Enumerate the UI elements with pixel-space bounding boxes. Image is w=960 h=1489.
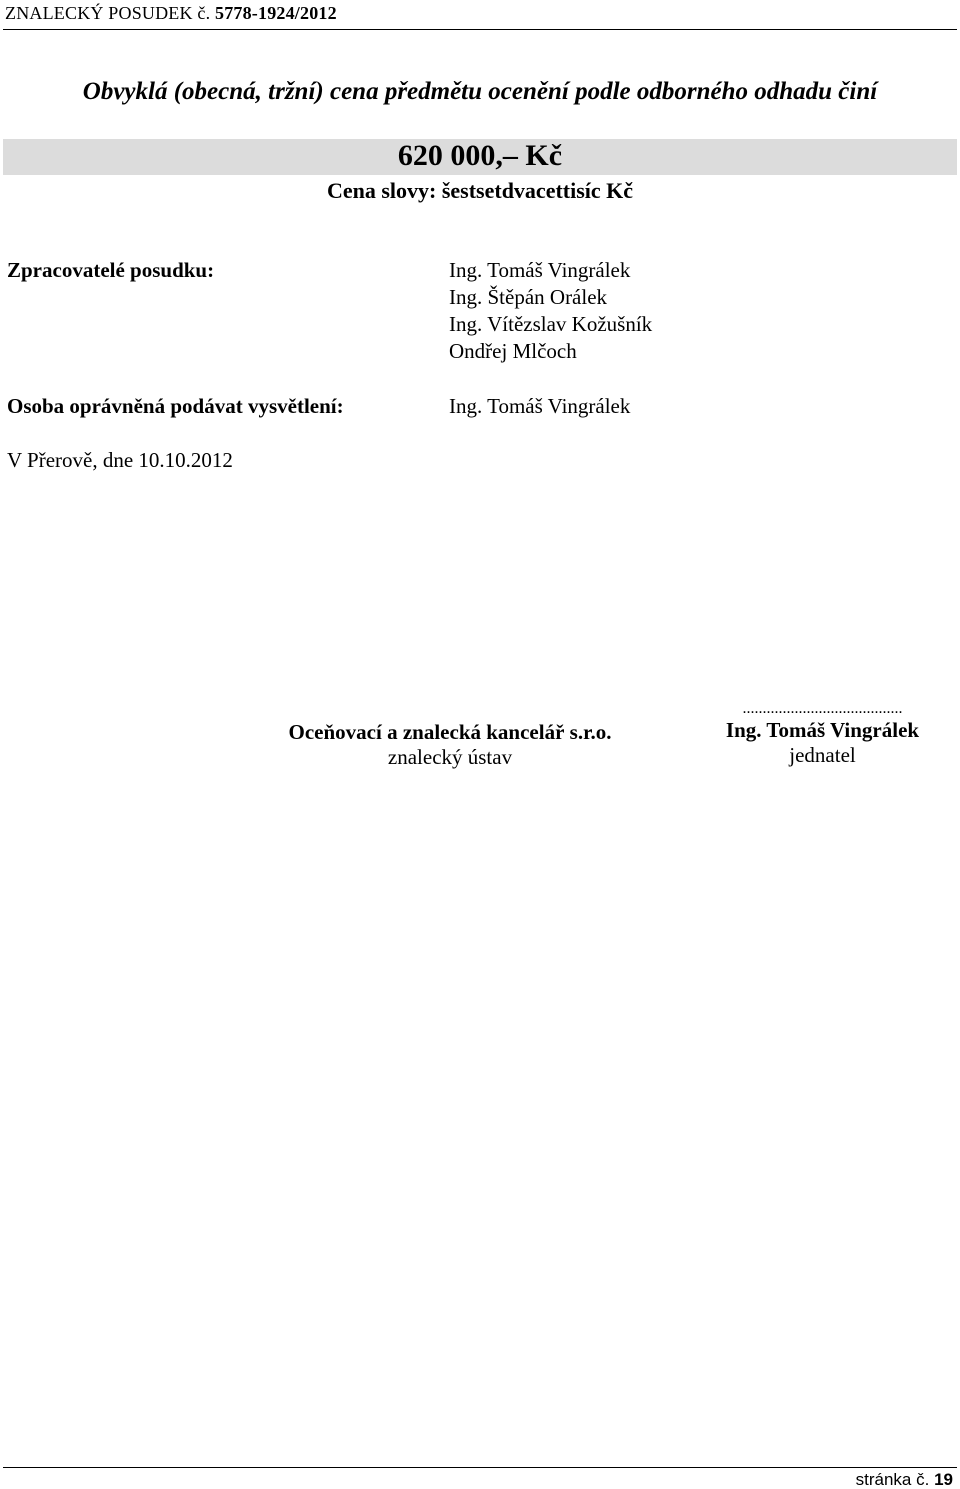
signature-block-right <box>700 700 945 768</box>
author-name: Ondřej Mlčoch <box>449 339 577 363</box>
signature-line: ........................................ <box>742 700 903 717</box>
signature-block-left <box>250 720 650 770</box>
signatory-role: jednatel <box>789 743 856 767</box>
valuation-title: Obvyklá (obecná, tržní) cena předmětu ocenění podle odborného odhadu činí <box>82 78 878 105</box>
organization-role: znalecký ústav <box>387 745 513 769</box>
price-in-words: Cena slovy: šestsetdvacettisíc Kč <box>326 178 634 203</box>
page-footer <box>856 1470 953 1489</box>
author-name: Ing. Tomáš Vingrálek <box>449 258 631 282</box>
author-name: Ing. Štěpán Orálek <box>449 285 608 309</box>
document-header <box>5 3 337 24</box>
explainer-label: Osoba oprávněná podávat vysvětlení: <box>7 394 344 418</box>
document-number: 5778-1924/2012 <box>215 3 337 23</box>
document-label: ZNALECKÝ POSUDEK č. <box>5 3 211 23</box>
header-divider <box>3 29 957 30</box>
organization-name: Oceňovací a znalecká kancelář s.r.o. <box>288 720 612 744</box>
explainer-name: Ing. Tomáš Vingrálek <box>449 394 631 418</box>
page-label: stránka č. <box>855 1470 930 1489</box>
authors-label: Zpracovatelé posudku: <box>7 258 215 282</box>
price-amount: 620 000,– Kč <box>397 139 563 172</box>
author-name: Ing. Vítězslav Kožušník <box>449 312 653 336</box>
signatory-name: Ing. Tomáš Vingrálek <box>725 718 920 742</box>
footer-divider <box>3 1467 957 1468</box>
place-and-date: V Přerově, dne 10.10.2012 <box>7 448 233 472</box>
page-number: 19 <box>934 1470 953 1489</box>
